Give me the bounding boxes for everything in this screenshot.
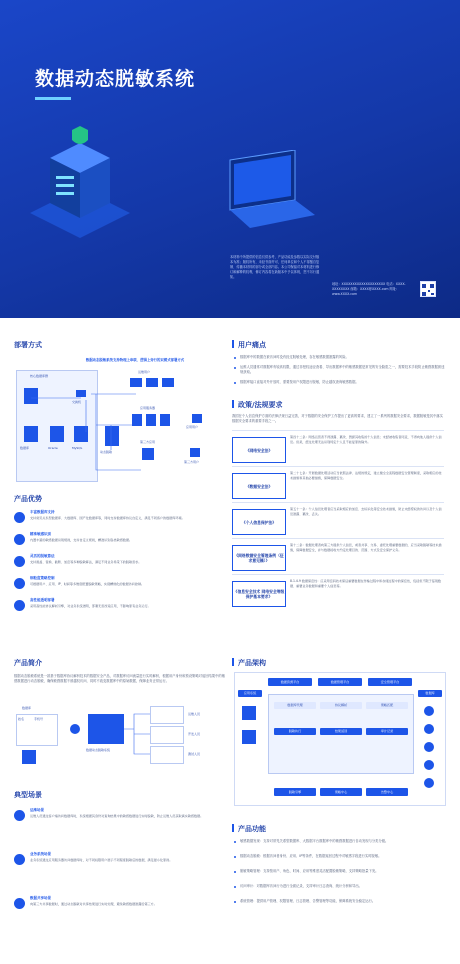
third-party-app-icon <box>142 448 154 460</box>
scene-item <box>14 850 226 892</box>
core-db-label: 核心数据库群 <box>30 374 49 378</box>
masking-system-box <box>88 714 124 744</box>
user-icon <box>192 414 202 423</box>
arch-module: 审计记录 <box>366 728 408 735</box>
ops-role-label: 运维人员 <box>188 712 201 716</box>
laptop-illustration <box>210 150 320 240</box>
title-underline <box>35 97 71 100</box>
advantage-title-text: 精准敏感识别 <box>30 532 51 536</box>
advantage-icon <box>14 556 25 567</box>
scene-title-text: 业务系统场景 <box>30 852 51 856</box>
monitor-icon <box>162 378 174 387</box>
database-icon <box>424 742 434 752</box>
database-icon <box>424 760 434 770</box>
scene-icon <box>14 898 25 909</box>
advantage-title-text: 灵活的脱敏算法 <box>30 554 55 558</box>
masked-table <box>150 726 184 744</box>
third-party-label: 第三方应用 <box>140 440 156 444</box>
page-three <box>0 640 460 964</box>
scene-desc: 业务系统通过应用服务器访问数据库时，对不同权限用户展示不同程度脱敏后的数据，满足最小化原则。 <box>30 858 173 862</box>
arch-top-box: 数据管理平台 <box>318 678 362 686</box>
deploy-title: 部署方式 <box>14 341 42 349</box>
advantage-icon <box>14 600 25 611</box>
advantage-icon <box>14 512 25 523</box>
app-server-icon <box>242 730 256 744</box>
advantage-desc: 可根据用户、应用、IP、时间等多维度配置脱敏策略，实现精细化的数据访问控制。 <box>30 582 145 586</box>
pain-item: 数据库接口直接对外开放时，需要按用户权限进行脱敏，防止越权查询敏感数据。 <box>240 380 359 384</box>
app-server-label: 应用服务器 <box>140 406 156 410</box>
law-name: 《网络安全法》 <box>232 437 286 463</box>
law-row <box>232 538 444 575</box>
scene-icon <box>14 810 25 821</box>
bullet <box>234 871 236 873</box>
func-item: 脱敏策略管理：支持按用户、角色、时间、应用等维度灵活配置脱敏策略，支持策略批量下发。 <box>240 869 379 873</box>
arch-top-box: 安全管理平台 <box>368 678 412 686</box>
cover-page <box>0 0 460 318</box>
law-desc: 8.1.4.9 数据保密性：应采用密码技术保证重要数据在传输过程中和存储过程中的保密性，包括但不限于鉴别数据、重要业务数据和重要个人信息等。 <box>290 579 442 588</box>
test-role-label: 测试人员 <box>188 752 201 756</box>
masked-table <box>150 746 184 764</box>
arch-bottom-box: 脱敏引擎 <box>274 788 316 796</box>
database-icon <box>424 706 434 716</box>
law-name: 《数据安全法》 <box>232 473 286 499</box>
section-marker <box>232 400 234 408</box>
advantage-title: 产品优势 <box>14 495 42 503</box>
dev-role-label: 开发人员 <box>188 732 201 736</box>
arch-side-right: 数据库 <box>418 690 442 697</box>
advantage-desc: 内置丰富的敏感数据识别规则，支持自定义规则，精准识别各类敏感数据。 <box>30 538 133 542</box>
cover-note-right: 地址：XXXXXXXXXXXXXXXXXXXX 电话：XXXX-XXXXXXXX 邮箱：XXXX@XXXX.com 网址：www.XXXX.com <box>332 282 406 296</box>
law-row <box>232 430 444 467</box>
arch-module: 脱敏执行 <box>274 728 316 735</box>
arch-side-left: 应用系统 <box>238 690 262 697</box>
database-icon <box>424 778 434 788</box>
deploy-connector-lines <box>16 370 226 490</box>
bullet <box>234 367 236 369</box>
app-user-label: 应用用户 <box>186 425 199 429</box>
law-title: 政策/法规要求 <box>238 401 283 409</box>
advantage-title-text: 丰富数据库支持 <box>30 510 55 514</box>
scene-item <box>14 806 226 848</box>
system-label: 数据动态脱敏系统 <box>86 748 111 752</box>
advantage-icon <box>14 578 25 589</box>
advantage-title-text: 高性能透明部署 <box>30 598 55 602</box>
db-label: 数据库 <box>20 446 30 450</box>
scene-title-text: 运维场景 <box>30 808 44 812</box>
arch-top-box: 数据资源平台 <box>268 678 312 686</box>
col-phone: 手机号 <box>34 717 44 721</box>
func-item: 系统管理：提供用户管理、权限管理、日志管理、告警管理等功能，保障系统安全稳定运行。 <box>240 899 376 903</box>
user-pain-title: 用户痛点 <box>238 341 266 349</box>
db-label: 数据库 <box>22 706 32 710</box>
arch-bottom-box: 策略中心 <box>320 788 362 796</box>
deploy-subtitle: 数据动态脱敏系统支持物理上串联、逻辑上旁行的双模式部署方式 <box>85 358 185 362</box>
advantage-desc: 采用高性能协议解析引擎，对业务系统透明，部署无需改造应用，不影响原有业务运行。 <box>30 604 151 608</box>
switch-label: 交换机 <box>72 400 82 404</box>
scene-icon <box>14 854 25 865</box>
cover-title: 数据动态脱敏系统 <box>35 68 196 90</box>
law-row <box>232 502 444 539</box>
law-desc: 第十二条：数据处理者向第三方提供个人信息，或者共享、交易、委托处理重要数据的，应当采取脱敏等技术措施，保障数据安全，并与数据接收方约定处理目的、范围、方式及安全保护义务。 <box>290 543 442 552</box>
ops-label: 运维用户 <box>138 370 151 374</box>
third-user-label: 第三方用户 <box>184 460 200 464</box>
page-two <box>0 326 460 626</box>
app-server-icon <box>160 414 170 426</box>
cover-note-left: 本材料中所提供的信息仅供参考，产品功能及参数以实际交付版本为准；版权所有，未经书面许可，任何单位和个人不得擅自复制、传播本材料的部分或全部内容。本公司保留对本材料进行修订和解释的权利，修订内容将在新版本中予以体现，恕不另行通知。 <box>230 255 320 279</box>
intro-text: 数据动态脱敏系统是一款基于数据库协议解析技术的数据安全产品，对数据库访问流量进行实时解析，根据用户身份和预设策略对返回结果中的敏感数据进行动态脱敏，确保敏感数据不被越权访问，同时不改变数据库中的原始数据，保障业务正常运行。 <box>14 674 225 683</box>
app-server-icon <box>146 414 156 426</box>
arch-bottom-box: 告警中心 <box>366 788 408 796</box>
func-item: 数据动态脱敏：根据访问者身份、应用、IP等条件，在数据返回过程中对敏感字段进行实时脱敏。 <box>240 854 382 858</box>
func-item: 访问审计：对数据库访问行为进行全面记录，支持审计日志查询、统计分析和导出。 <box>240 884 362 888</box>
advantage-desc: 支持常见关系型数据库、大数据库、国产化数据库等，同时支持数据库协议自定义，满足不同客户的数据库环境。 <box>30 516 185 520</box>
dynamic-masking-label: 动态脱敏 <box>100 450 113 454</box>
monitor-icon <box>130 378 142 387</box>
section-marker <box>232 658 234 666</box>
app-server-icon <box>132 414 142 426</box>
bullet <box>234 382 236 384</box>
bullet <box>234 886 236 888</box>
law-row <box>232 574 444 611</box>
arch-module: 结果返回 <box>320 728 362 735</box>
arch-module: 策略匹配 <box>366 702 408 709</box>
user-icon <box>190 448 200 457</box>
advantage-title-text: 细粒度策略控制 <box>30 576 55 580</box>
arch-module: 协议解析 <box>320 702 362 709</box>
col-name: 姓名 <box>18 717 25 721</box>
law-desc: 第二十七条：开展数据处理活动应当依照法律、法规的规定，建立健全全流程数据安全管理制度，采取相应的技术措施和其他必要措施，保障数据安全。 <box>290 471 442 480</box>
db-server-icon <box>22 750 36 764</box>
func-title: 产品功能 <box>238 825 266 833</box>
masked-table <box>150 706 184 724</box>
advantage-item <box>14 596 226 622</box>
bullet <box>234 357 236 359</box>
oracle-label: Oracle <box>48 446 58 450</box>
arch-title: 产品架构 <box>238 659 266 667</box>
app-server-icon <box>242 706 256 720</box>
monitor-icon <box>146 378 158 387</box>
law-name: 《网络数据安全管理条例（征求意见稿）》 <box>232 545 286 571</box>
scene-desc: 向第三方共享数据时，通过动态脱敏对共享结果进行实时处理，避免敏感数据泄露给第三方。 <box>30 902 157 906</box>
law-intro: 我国在个人信息保护方面的法律法规日益完善，对于数据的安全保护工作提出了更高的要求，建立了一系列的数据安全要求，数据脱敏是其中落实数据安全要求的重要手段之一。 <box>232 414 443 423</box>
intro-title: 产品简介 <box>14 659 42 667</box>
server-illustration <box>20 118 140 248</box>
law-desc: 第四十二条：网络运营者不得泄露、篡改、毁损其收集的个人信息；未经被收集者同意，不得向他人提供个人信息。但是，经过处理无法识别特定个人且不能复原的除外。 <box>290 435 442 444</box>
law-desc: 第五十一条：个人信息处理者应当采取相应的加密、去标识化等安全技术措施，防止未经授权的访问以及个人信息泄露、篡改、丢失。 <box>290 507 442 516</box>
section-marker <box>232 824 234 832</box>
law-name: 《个人信息保护法》 <box>232 509 286 535</box>
section-marker <box>232 340 234 348</box>
scene-item <box>14 894 226 936</box>
bullet <box>234 841 236 843</box>
bullet <box>234 901 236 903</box>
mysql-label: MySQL <box>72 446 83 450</box>
pain-item: 运维人员通常对数据库有较高权限，通过非授权途径查看、导出数据库中的敏感数据是常见的安全隐患之一，需要技术手段防止敏感数据被违规获取。 <box>240 365 445 374</box>
database-icon <box>424 724 434 734</box>
func-item: 敏感数据发现：支持对常见关系型数据库、大数据平台数据库中的敏感数据进行自动发现与分类分级。 <box>240 839 389 843</box>
pain-item: 数据库中的数据在被访问时没有经过脱敏处理，存在敏感数据泄露的风险。 <box>240 355 349 359</box>
law-row <box>232 466 444 503</box>
law-name: 《信息安全技术 网络安全等级保护基本要求》 <box>232 581 286 607</box>
bullet <box>234 856 236 858</box>
qr-code <box>420 281 436 297</box>
advantage-icon <box>14 534 25 545</box>
arrow-icon <box>70 724 80 734</box>
scene-title-text: 数据共享场景 <box>30 896 51 900</box>
advantage-desc: 支持遮盖、替换、截断、加密等多种脱敏算法，满足不同业务场景下的脱敏需求。 <box>30 560 142 564</box>
arch-module: 数据库代理 <box>274 702 316 709</box>
scene-title: 典型场景 <box>14 791 42 799</box>
scene-desc: 运维人员通过客户端访问数据库时，系统根据其身份对查询结果中的敏感数据进行实时脱敏，防止运维人员获取真实敏感数据。 <box>30 814 204 818</box>
